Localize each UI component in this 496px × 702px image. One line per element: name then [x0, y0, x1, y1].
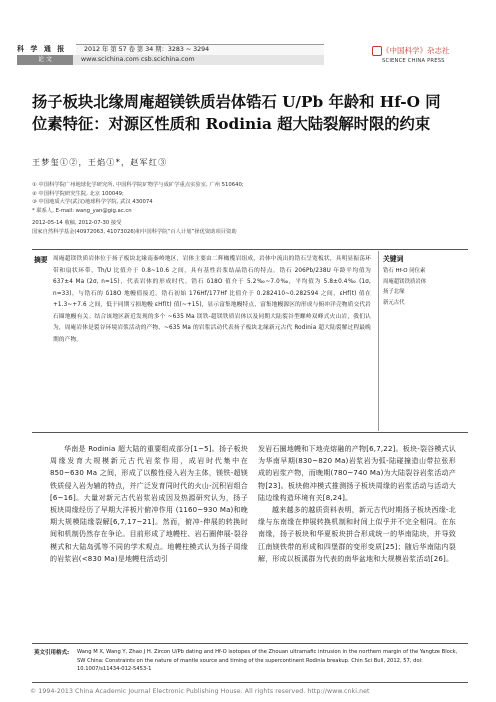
funding: 国家自然科学基金(40972063, 41073026)和中国科学院“百人计划”择优资助项目资助: [32, 228, 237, 235]
keywords-list: [383, 266, 467, 308]
section-label: 论 文: [17, 55, 73, 65]
citation-box: [32, 643, 468, 683]
journal-urls[interactable]: www.scichina.com csb.scichina.com: [73, 55, 324, 65]
article-title: 扬子板块北缘周庵超镁铁质岩体锆石 U/Pb 年龄和 Hf-O 同位素特征：对源区性质和 Rodinia 超大陆裂解时限的约束: [32, 93, 441, 133]
citation-label: 英文引用格式:: [34, 650, 70, 656]
publisher-logo-icon: [372, 46, 382, 56]
copyright-footer: © 1994-2013 China Academic Journal Electronic Publishing House. All rights reserved. http://www.cnki.net: [30, 688, 370, 695]
journal-logo: 科 学 通 报: [17, 44, 87, 55]
body-paragraph: 华南是 Rodinia 超大陆的重要组成部分[1~5]。扬子板块周缘发育大规模新元古代岩浆作用，成岩时代集中在 850~630 Ma 之间，形成了以酸性侵入岩为主体，镁铁-超镁铁质侵入岩为辅的特点，并广泛发育同时代的火山-沉积岩组合[6~16]。大量对新元古代岩浆岩成因及热源研究认为，扬子板块周缘经历了早期大洋板片俯冲作用 (1160~930 Ma)和晚期大规模陆缘裂解[6,7,17~21]。然而，俯冲-伸展的转换时间和机制仍然存在争论。目前形成了地幔柱、岩石圈伸展-裂谷模式和大陆岛弧等不同的学术观点。地幔柱模式认为扬子周缘的岩浆岩(<830 Ma)是地幔柱活动引: [50, 445, 248, 563]
affiliation-2: ② 中国科学院研究生院, 北京 100049;: [32, 190, 124, 197]
affiliation-3: ③ 中国地质大学(武汉)地球科学学院, 武汉 430074: [32, 199, 153, 206]
publisher-name-en: SCIENCE CHINA PRESS: [382, 58, 445, 64]
keywords-divider: [378, 251, 379, 431]
issue-meta-bar: [76, 44, 324, 55]
article-authors: 王梦玺①②，王焰①*，赵军红③: [32, 158, 168, 167]
abstract-label: 摘要: [34, 256, 48, 264]
keywords-label: 关键词: [383, 255, 404, 263]
abstract-box: [32, 249, 468, 433]
issue-meta: 2012 年 第 57 卷 第 34 期：3283 ~ 3294: [84, 46, 210, 53]
abstract-top-rule: [32, 249, 468, 250]
section-bar: [17, 55, 324, 65]
body-column-right: [258, 443, 456, 565]
body-column-left: [50, 443, 248, 565]
article-dates: [32, 219, 472, 236]
abstract-text: 周庵超镁铁质岩体位于扬子板块北缘南秦岭地区，岩体主要由二辉橄榄岩组成，岩体中流出的锆石呈宽板状，具明显振荡环带和扇状环带，Th/U 比值介于 0.8~10.6 之间，具有基性岩浆结晶锆石的特点。锆石 206Pb/238U 年龄平均值为 637±4 Ma (2σ, n=15)，代表岩体的形成时代。锆石 δ18O 值介于 5.2‰~7.0‰，平均值为 5.8±0.4‰ (1σ, n=33)，与锆石的 δ18O 地幔值接近。锆石初始 176Hf/177Hf 比值介于 0.282410~0.282594 之间，εHf(t) 值在 +1.3~+7.6 之间，低于同期亏损地幔 εHf(t) 值(~+15)，显示富集地幔特点，富集地幔源区的形成与俯冲洋壳物质交代岩石圈地幔有关。结合该地区新近发现的多个 ~635 Ma 镁铁-超镁铁质岩体以及同期大陆裂谷型螺岭双峰式火山岩，我们认为，周庵岩体是裂谷环境岩浆活动的产物，~635 Ma 的岩浆活动代表扬子板块北缘新元古代 Rodinia 超大陆裂解过程最晚期的产物。: [53, 256, 371, 343]
keyword: 周庵超镁铁质岩体: [383, 278, 427, 285]
received-accepted: 2012-05-14 收稿, 2012-07-30 接受: [32, 220, 122, 226]
body-paragraph: 发岩石圈地幔和下地壳熔融的产物[6,7,22]。板块-裂谷模式认为华南早期(830~820 Ma)岩浆岩为弧-陆碰撞造山带拉张形成的岩浆产物，而晚期(780~740 Ma)为大陆裂谷岩浆活动产物[23]。板块俯冲模式推测扬子板块周缘的岩浆活动与活动大陆边缘构造环境有关[8,24]。: [258, 445, 456, 502]
body-paragraph: 越来越多的越质资料表明，新元古代时期扬子板块西缘-北缘与东南缘在伸展转换机制和时间上似乎并不完全相同。在东南缘，扬子板块和华夏板块拼合形成统一的华南陆块，并导致江南镁铁带的形成和四堡群的变形变质[25]；随后华南陆内裂解，形成以板溪群为代表的南华盆地和大规模岩浆活动[26]。: [258, 506, 456, 563]
keyword: 锆石 Hf-O 同位素: [383, 268, 426, 274]
publisher-brand: [372, 43, 482, 69]
contact-email[interactable]: * 联系人, E-mail: wang_yan@gig.ac.cn: [32, 208, 132, 215]
keyword: 扬子北缘: [383, 289, 405, 295]
affiliation-1: ① 中国科学院广州地球化学研究所, 中国科学院矿物学与成矿学重点实验室, 广州 510640;: [32, 182, 244, 188]
abstract-bottom-rule: [32, 432, 468, 433]
citation-text: Wang M X, Wang Y, Zhao J H. Zircon U/Pb dating and Hf-O isotopes of the Zhouan ultramafic intrusion in the northern margin of the Yangtze Block, SW China: Constraints on the nature of mantle source and timing of the supercontinent Rodinia breakup. Chin Sci Bull, 2012, 57, doi: 10.1007/s11434-012-5453-1: [77, 649, 458, 672]
affiliations: [32, 181, 472, 216]
publisher-name-cn: 《中国科学》杂志社: [382, 46, 450, 55]
keyword: 新元古代: [383, 299, 405, 306]
